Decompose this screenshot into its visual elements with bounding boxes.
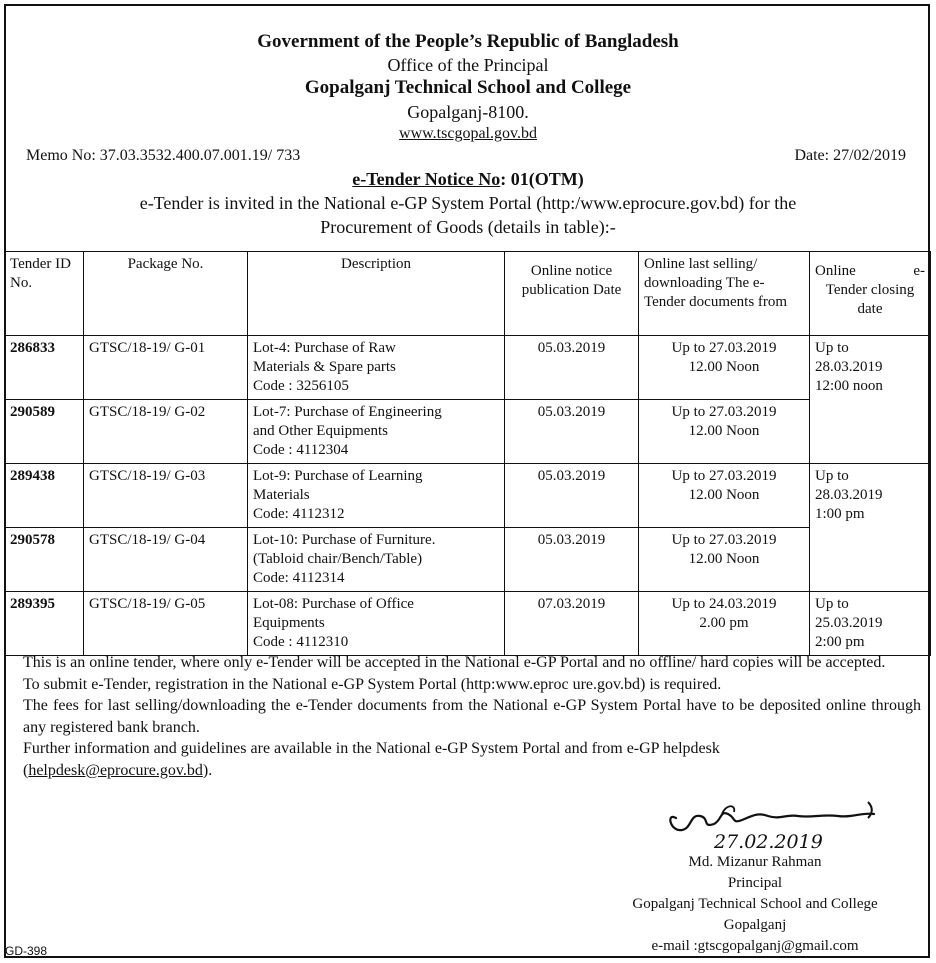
table-header-row: [5, 252, 931, 336]
header-publication-date: Online notice publication Date: [505, 252, 639, 336]
closing-label: Up to: [815, 468, 849, 484]
terms-paragraph: This is an online tender, where only e-Tender will be accepted in the National e-GP Portal and no offline/ hard copies will be accepted.: [23, 654, 886, 671]
notice-title: [0, 168, 936, 190]
description-cell: [248, 464, 505, 528]
table-row: [5, 592, 931, 656]
table-row: [5, 400, 931, 464]
notice-title-label: e-Tender Notice No: [352, 169, 501, 189]
selling-date: Up to 27.03.2019: [671, 404, 777, 420]
description-code: Code: 4112312: [253, 506, 345, 522]
selling-time: 12.00 Noon: [688, 487, 760, 503]
institution-title: Gopalganj Technical School and College: [304, 77, 632, 98]
header-tender-id: Tender ID No.: [5, 252, 84, 336]
header-closing-line: Online e-: [815, 263, 925, 279]
closing-time: 2:00 pm: [815, 634, 865, 650]
closing-label: Up to: [815, 596, 849, 612]
description-line: Materials: [253, 487, 310, 503]
selling-date: Up to 24.03.2019: [671, 596, 777, 612]
signatory-place: Gopalganj: [723, 917, 787, 933]
selling-date: Up to 27.03.2019: [671, 468, 777, 484]
closing-day: 28.03.2019: [815, 359, 883, 375]
signatory-name: Md. Mizanur Rahman: [688, 854, 822, 870]
header-closing-rest: Tender closing date: [825, 282, 915, 317]
signatory-title: Principal: [727, 875, 783, 891]
memo-number: Memo No: 37.03.3532.400.07.001.19/ 733: [26, 147, 301, 164]
signature-block: [590, 852, 920, 957]
header-closing-date: [810, 252, 931, 336]
description-line: and Other Equipments: [253, 423, 388, 439]
description-line: (Tabloid chair/Bench/Table): [253, 551, 423, 567]
tender-id: 290578: [5, 528, 84, 592]
tender-table: [4, 251, 931, 656]
description-line: Lot-4: Purchase of Raw: [253, 340, 396, 356]
description-cell: [248, 336, 505, 400]
publication-date: 05.03.2019: [505, 464, 639, 528]
description-cell: [248, 528, 505, 592]
terms-text: Further information and guidelines are available in the National e-GP System Portal and from e-GP helpdesk: [23, 740, 720, 757]
closing-date: [810, 336, 931, 464]
closing-label: Up to: [815, 340, 849, 356]
government-title: Government of the People’s Republic of Bangladesh: [257, 31, 679, 52]
description-line: Lot-7: Purchase of Engineering: [253, 404, 442, 420]
package-no: GTSC/18-19/ G-03: [84, 464, 248, 528]
package-no: GTSC/18-19/ G-01: [84, 336, 248, 400]
website-link[interactable]: www.tscgopal.gov.bd: [399, 125, 537, 142]
header-selling-date: Online last selling/ downloading The e-Tender documents from: [639, 252, 810, 336]
selling-date: Up to 27.03.2019: [671, 532, 777, 548]
tender-id: 289438: [5, 464, 84, 528]
terms-paragraph: To submit e-Tender, registration in the National e-GP System Portal (http:www.eproc ure.gov.bd) is required.: [23, 675, 722, 693]
office-line: Office of the Principal: [387, 55, 549, 75]
notice-date: Date: 27/02/2019: [794, 147, 906, 164]
publication-date: 05.03.2019: [505, 400, 639, 464]
closing-date: [810, 464, 931, 592]
intro-line-2: Procurement of Goods (details in table):-: [320, 217, 616, 237]
table-row: [5, 528, 931, 592]
selling-time: 2.00 pm: [699, 615, 749, 631]
terms-paragraph: [23, 738, 921, 781]
reference-code: GD-398: [5, 944, 48, 958]
handwritten-signature: [662, 798, 888, 852]
selling-deadline: [639, 528, 810, 592]
tender-id: 289395: [5, 592, 84, 656]
package-no: GTSC/18-19/ G-02: [84, 400, 248, 464]
selling-deadline: [639, 464, 810, 528]
description-line: Equipments: [253, 615, 325, 631]
publication-date: 07.03.2019: [505, 592, 639, 656]
description-cell: [248, 592, 505, 656]
selling-deadline: [639, 400, 810, 464]
table-row: [5, 464, 931, 528]
terms-section: [23, 652, 921, 781]
selling-time: 12.00 Noon: [688, 423, 760, 439]
notice-title-number: : 01(OTM): [500, 169, 584, 189]
description-code: Code: 4112314: [253, 570, 345, 586]
selling-time: 12.00 Noon: [688, 359, 760, 375]
description-code: Code : 4112304: [253, 442, 349, 458]
terms-paragraph: The fees for last selling/downloading the e-Tender documents from the National e-GP System Portal have to be deposited online through any registered bank branch.: [23, 697, 921, 736]
helpdesk-email-link[interactable]: helpdesk@eprocure.gov.bd: [28, 761, 203, 779]
intro-line-1: e-Tender is invited in the National e-GP System Portal (http:/www.eprocure.gov.bd) for the: [139, 193, 797, 213]
selling-date: Up to 27.03.2019: [671, 340, 777, 356]
package-no: GTSC/18-19/ G-05: [84, 592, 248, 656]
description-code: Code : 4112310: [253, 634, 349, 650]
paren-close: ).: [202, 761, 213, 779]
paren-open: (: [23, 761, 29, 779]
tender-id: 286833: [5, 336, 84, 400]
closing-time: 12:00 noon: [815, 378, 883, 394]
description-line: Lot-10: Purchase of Furniture.: [253, 532, 436, 548]
closing-time: 1:00 pm: [815, 506, 865, 522]
svg-text:27.02.2019: 27.02.2019: [714, 831, 823, 852]
publication-date: 05.03.2019: [505, 528, 639, 592]
selling-deadline: [639, 592, 810, 656]
description-line: Materials & Spare parts: [253, 359, 396, 375]
header-package: Package No.: [84, 252, 248, 336]
description-line: Lot-9: Purchase of Learning: [253, 468, 423, 484]
signatory-email[interactable]: e-mail :gtscgopalganj@gmail.com: [651, 938, 859, 954]
closing-day: 25.03.2019: [815, 615, 883, 631]
description-cell: [248, 400, 505, 464]
tender-id: 290589: [5, 400, 84, 464]
header-description: Description: [248, 252, 505, 336]
description-line: Lot-08: Purchase of Office: [253, 596, 414, 612]
signatory-institution: Gopalganj Technical School and College: [632, 896, 878, 912]
description-code: Code : 3256105: [253, 378, 349, 394]
table-row: [5, 336, 931, 400]
selling-deadline: [639, 336, 810, 400]
selling-time: 12.00 Noon: [688, 551, 760, 567]
closing-date: [810, 592, 931, 656]
package-no: GTSC/18-19/ G-04: [84, 528, 248, 592]
closing-day: 28.03.2019: [815, 487, 883, 503]
publication-date: 05.03.2019: [505, 336, 639, 400]
address-line: Gopalganj-8100.: [407, 102, 529, 122]
